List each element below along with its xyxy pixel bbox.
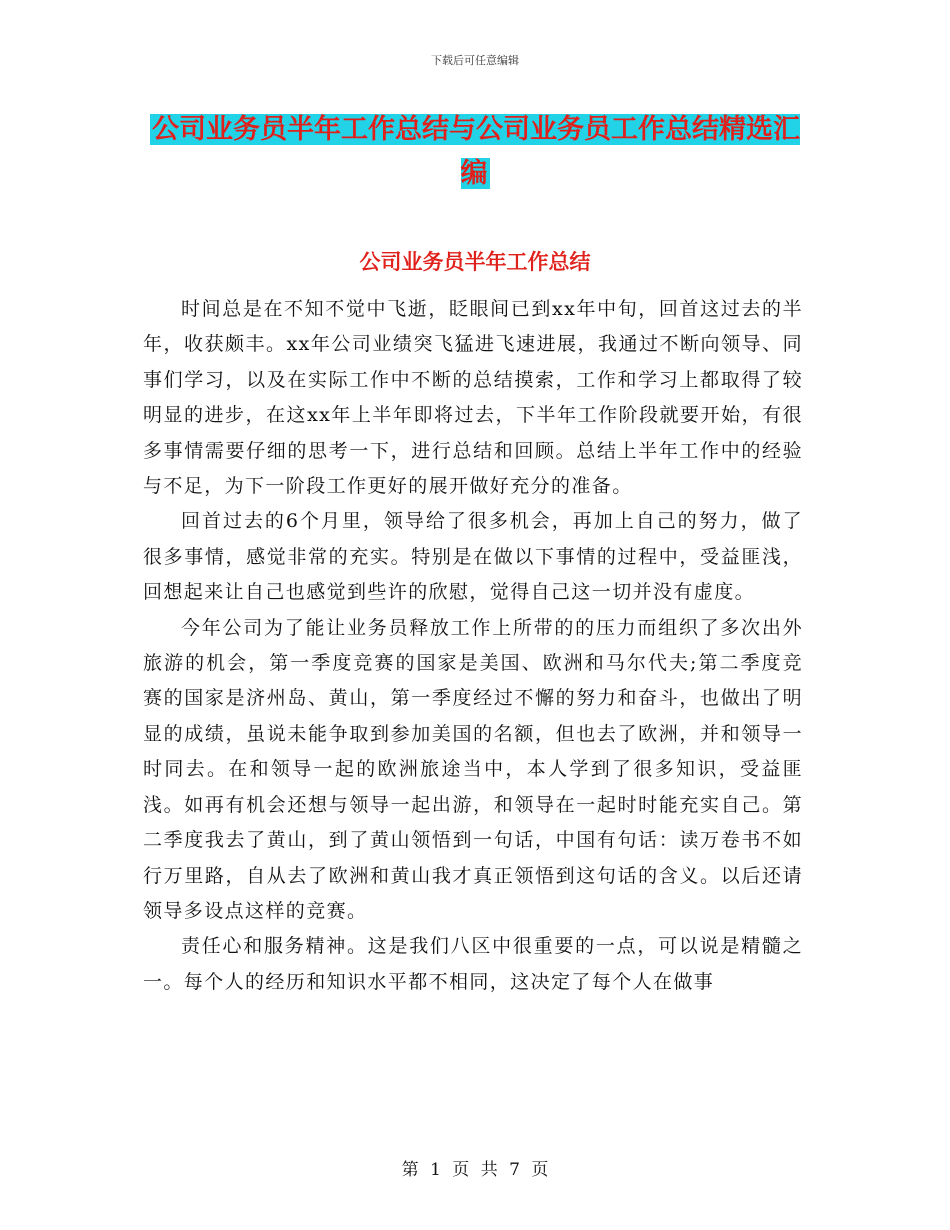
section-title: 公司业务员半年工作总结 [359, 250, 591, 274]
paragraph: 今年公司为了能让业务员释放工作上所带的的压力而组织了多次出外旅游的机会，第一季度竞赛的国家是美国、欧洲和马尔代夫;第二季度竞赛的国家是济州岛、黄山，第一季度经过不懈的努力和奋斗，也做出了明显的成绩，虽说未能争取到参加美国的名额，但也去了欧洲，并和领导一时同去。在和领导一起的欧洲旅途当中，本人学到了很多知识，受益匪浅。如再有机会还想与领导一起出游，和领导在一起时时能充实自己。第二季度我去了黄山，到了黄山领悟到一句话，中国有句话：读万卷书不如行万里路，自从去了欧洲和黄山我才真正领悟到这句话的含义。以后还请领导多设点这样的竞赛。 [143, 616, 803, 922]
header-note: 下载后可任意编辑 [431, 54, 519, 67]
page-footer: 第 1 页 共 7 页 [401, 1160, 549, 1180]
body-text [143, 292, 803, 1000]
document-title-text: 公司业务员半年工作总结与公司业务员工作总结精选汇编 [152, 114, 800, 189]
paragraph: 责任心和服务精神。这是我们八区中很重要的一点，可以说是精髓之一。每个人的经历和知识水平都不相同，这决定了每个人在做事 [143, 935, 803, 993]
paragraph: 时间总是在不知不觉中飞逝，眨眼间已到xx年中旬，回首这过去的半年，收获颇丰。xx年公司业绩突飞猛进飞速进展，我通过不断向领导、同事们学习，以及在实际工作中不断的总结摸索，工作和学习上都取得了较明显的进步，在这xx年上半年即将过去，下半年工作阶段就要开始，有很多事情需要仔细的思考一下，进行总结和回顾。总结上半年工作中的经验与不足，为下一阶段工作更好的展开做好充分的准备。 [143, 298, 803, 498]
document-title [140, 108, 810, 196]
paragraph: 回首过去的6个月里，领导给了很多机会，再加上自己的努力，做了很多事情，感觉非常的充实。特别是在做以下事情的过程中，受益匪浅，回想起来让自己也感觉到些许的欣慰，觉得自己这一切并没有虚度。 [143, 510, 803, 604]
